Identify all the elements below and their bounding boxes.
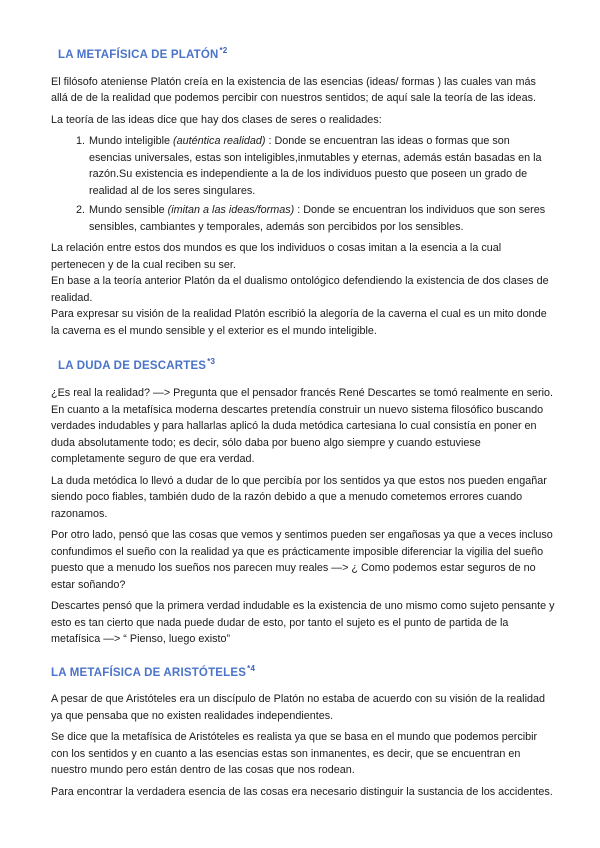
paragraph: ¿Es real la realidad? —> Pregunta que el pensador francés René Descartes se tomó realmente en serio. [51,387,554,400]
section-heading: LA METAFÍSICA DE ARISTÓTELES$^{*4}$ [51,663,256,679]
section-heading: LA DUDA DE DESCARTES$^{*3}$ [58,357,216,373]
numbered-list [51,133,555,235]
footnote-marker: *4 [247,663,256,673]
section-descartes [51,353,555,647]
footnote-marker: *2 [219,46,228,55]
list-item: 1. Mundo inteligible (auténtica realidad) : Donde se encuentran las ideas o formas que son esencias universales, estas son inteligibles,inmutables y eternas, además están basadas en la razón.Su existencia es independiente a la de los individuos puesto que poseen un grado de realidad al de los seres singulares. [88,133,555,199]
paragraph: Se dice que la metafísica de Aristóteles es realista ya que se basa en el mundo que podemos percibir con los sentidos y en cuanto a las esencias estas son inmanentes, es decir, que se encuentran en nuestro mundo pero están dentro de las cosas que nos rodean. [51,731,538,777]
footnote-marker: *3 [207,357,216,367]
paragraph: Para expresar su visión de la realidad Platón escribió la alegoría de la caverna el cual es un mito donde la caverna es el mundo sensible y el exterior es el mundo inteligible. [51,308,547,337]
paragraph: En base a la teoría anterior Platón da el dualismo ontológico defendiendo la existencia de dos clases de realidad. [51,275,549,304]
document-content [51,42,555,805]
section-platon [51,42,555,339]
section-heading: LA METAFÍSICA DE PLATÓN$^{*2}$ [58,46,228,61]
paragraph: Descartes pensó que la primera verdad indudable es la existencia de uno mismo como sujeto pensante y esto es tan cierto que nada puede dudar de esto, por tanto el sujeto es el punto de partida de la metafísica —> “ Pienso, luego existo” [51,600,555,646]
paragraph: Por otro lado, pensó que las cosas que vemos y sentimos pueden ser engañosas ya que a veces incluso confundimos el sueño con la realidad ya que es prácticamente imposible diferenciar la vigilia del sueño puesto que a menudo los sueños nos parecen muy reales —> ¿ Como podemos estar seguros de no estar soñando? [51,529,553,591]
paragraph: La relación entre estos dos mundos es que los individuos o cosas imitan a la esencia a la cual pertenecen y de la cual reciben su ser. [51,242,502,271]
paragraph: A pesar de que Aristóteles era un discípulo de Platón no estaba de acuerdo con su visión de la realidad ya que pensaba que no existen realidades independientes. [51,693,545,722]
paragraph: Para encontrar la verdadera esencia de las cosas era necesario distinguir la sustancia de los accidentes. [51,785,553,798]
paragraph: El filósofo ateniense Platón creía en la existencia de las esencias (ideas/ formas ) las cuales van más allá de de la realidad que podemos percibir con nuestros sentidos; de aquí sale la teoría de las ideas. [51,75,536,105]
section-aristoteles [51,660,555,801]
paragraph: La teoría de las ideas dice que hay dos clases de seres o realidades: [51,113,382,126]
list-item: 2. Mundo sensible (imitan a las ideas/formas) : Donde se encuentran los individuos que son seres sensibles, cambiantes y temporales, además son percibidos por los sensibles. [88,202,555,235]
paragraph: En cuanto a la metafísica moderna descartes pretendía construir un nuevo sistema filosófico buscando verdades indudables y para hallarlas aplicó la duda metódica cartesiana lo cual consistía en poner en duda absolutamente todo; es decir, sólo daba por bueno algo siempre y cuando estuviese completamente seguro de que era verdad. [51,403,544,466]
paragraph: La duda metódica lo llevó a dudar de lo que percibía por los sentidos ya que estos nos pueden engañar siendo poco fiables, también dudo de la razón debido a que a menudo cometemos errores cuando razonamos. [51,474,547,520]
